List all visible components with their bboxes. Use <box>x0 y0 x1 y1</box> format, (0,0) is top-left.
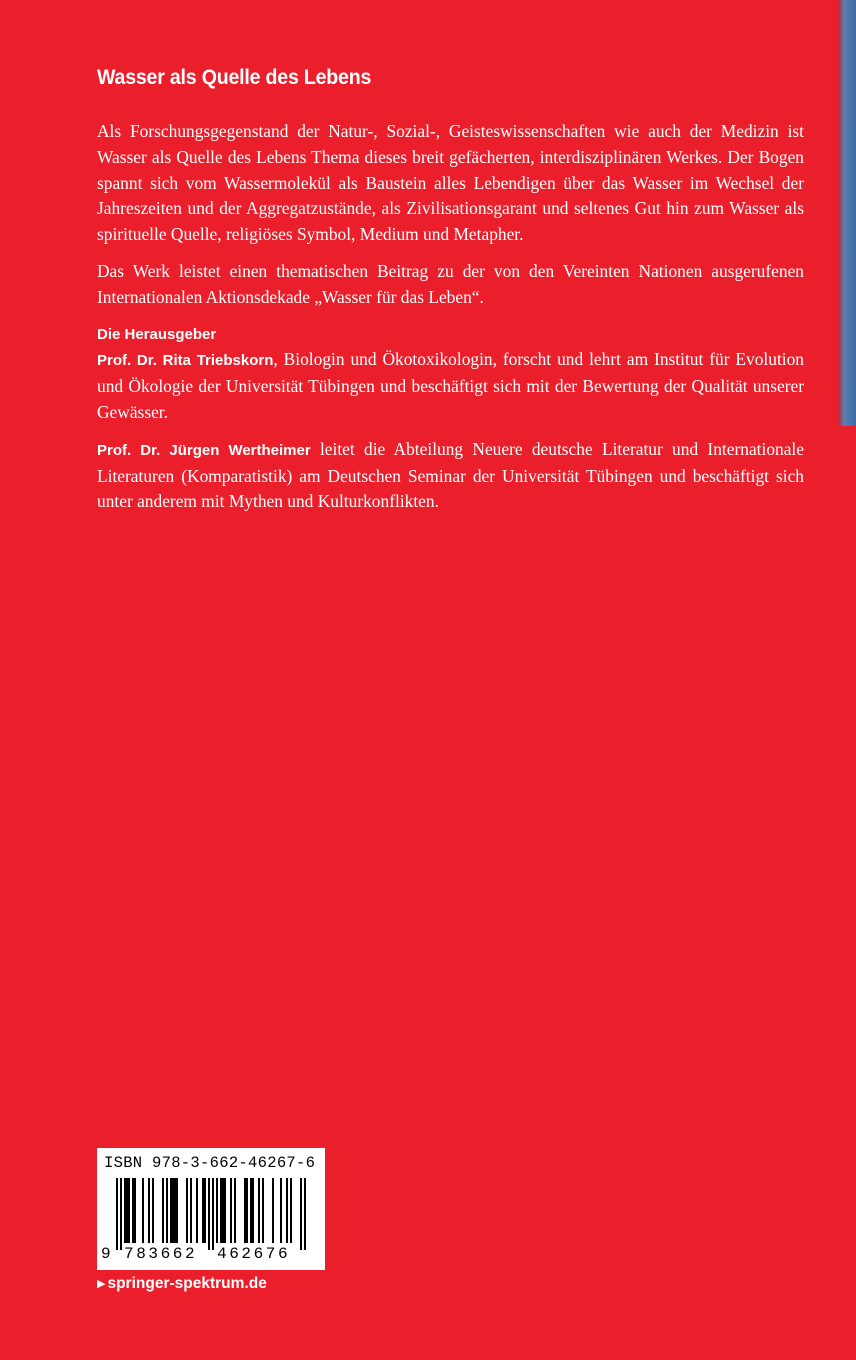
barcode-guard-bar <box>304 1178 306 1250</box>
barcode-bar <box>190 1178 192 1243</box>
barcode-bar <box>176 1178 178 1243</box>
barcode-guard-bar <box>300 1178 302 1250</box>
barcode-bar <box>272 1178 274 1243</box>
barcode-bar <box>252 1178 254 1243</box>
barcode-guard-bar <box>116 1178 118 1250</box>
barcode-bar <box>174 1178 176 1243</box>
spine-edge-strip <box>838 0 856 426</box>
editor-bio-2 <box>97 437 804 515</box>
barcode-bar <box>152 1178 154 1243</box>
editors-heading: Die Herausgeber <box>97 325 217 343</box>
blurb-text <box>97 119 804 526</box>
barcode-bar <box>262 1178 264 1243</box>
barcode-bar <box>134 1178 136 1243</box>
isbn-label: ISBN 978-3-662-46267-6 <box>104 1154 316 1172</box>
barcode-bar <box>124 1178 126 1243</box>
barcode-left-digits: 783662 <box>124 1245 198 1263</box>
barcode-bar <box>170 1178 172 1243</box>
editor-bio-text-1: , Biologin und Ökotoxikologin, forscht und lehrt am Institut für Evolution und Ökologie der Universität Tübingen und beschäftigt sich mit der Bewertung der Qualität unserer Gewässer. <box>97 349 805 422</box>
barcode-bar <box>142 1178 144 1243</box>
publisher-website[interactable] <box>97 1275 267 1293</box>
barcode-guard-bar <box>208 1178 210 1250</box>
barcode-bar <box>220 1178 222 1243</box>
editor-name-2: Prof. Dr. Jürgen Wertheimer <box>97 441 311 459</box>
barcode-bar <box>166 1178 168 1243</box>
isbn-barcode <box>97 1148 325 1270</box>
barcode-bar <box>132 1178 134 1243</box>
barcode-bar <box>186 1178 188 1243</box>
barcode-bar <box>202 1178 204 1243</box>
barcode-bar <box>162 1178 164 1243</box>
barcode-bar <box>234 1178 236 1243</box>
editor-bio-text-2: leitet die Abteilung Neuere deutsche Literatur und Internationale Literaturen (Komparatistik) am Deutschen Seminar der Universität Tübingen und beschäftigt sich unter anderem mit Mythen und Kulturkonflikten. <box>97 438 804 512</box>
barcode-bar <box>196 1178 198 1243</box>
barcode-bar <box>246 1178 248 1243</box>
website-label: springer-spektrum.de <box>107 1275 267 1292</box>
play-arrow-icon: ▶ <box>97 1278 106 1290</box>
barcode-bar <box>250 1178 252 1243</box>
barcode-bar <box>290 1178 292 1243</box>
editor-bio-1 <box>97 347 804 425</box>
barcode-bar <box>216 1178 218 1243</box>
barcode-bar <box>224 1178 226 1243</box>
barcode-bar <box>244 1178 246 1243</box>
barcode-guard-bar <box>212 1178 214 1250</box>
barcode-bar <box>230 1178 232 1243</box>
barcode-bar <box>148 1178 150 1243</box>
barcode-bar <box>204 1178 206 1243</box>
barcode-first-digit: 9 <box>101 1245 114 1263</box>
book-title: Wasser als Quelle des Lebens <box>97 66 372 89</box>
barcode-bar <box>280 1178 282 1243</box>
barcode-bar <box>222 1178 224 1243</box>
blurb-paragraph-1: Als Forschungsgegenstand der Natur-, Sozial-, Geisteswissenschaften wie auch der Medizin ist Wasser als Quelle des Lebens Thema dieses breit gefächerten, interdisziplinären Werkes. Der Bogen spannt sich vom Wassermolekül als Baustein alles Lebendigen über das Wasser im Wechsel der Jahreszeiten und der Aggregatzustände, als Zivilisationsgarant und seltenes Gut hin zum Wasser als spirituelle Quelle, religiöses Symbol, Medium und Metapher. <box>97 121 804 245</box>
barcode-bar <box>286 1178 288 1243</box>
editor-name-1: Prof. Dr. Rita Triebskorn <box>97 352 274 370</box>
barcode-bar <box>172 1178 174 1243</box>
barcode-bar <box>258 1178 260 1243</box>
barcode-bar <box>126 1178 128 1243</box>
barcode-right-digits: 462676 <box>217 1245 291 1263</box>
blurb-paragraph-2: Das Werk leistet einen thematischen Beitrag zu der von den Vereinten Nationen ausgerufenen Internationalen Aktionsdekade „Wasser für das Leben“. <box>97 260 804 307</box>
barcode-bar <box>128 1178 130 1243</box>
barcode-guard-bar <box>120 1178 122 1250</box>
